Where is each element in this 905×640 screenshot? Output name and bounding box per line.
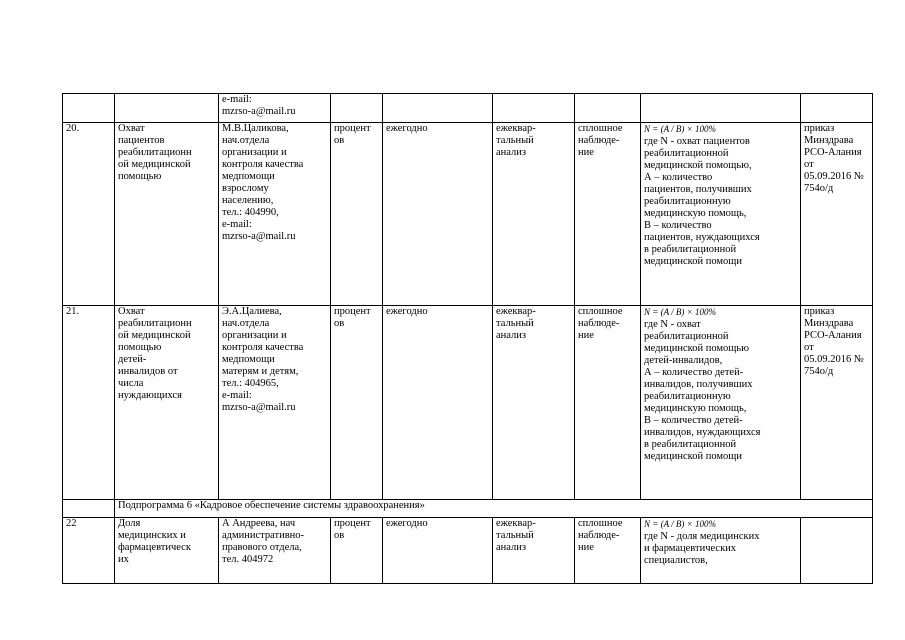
cell-formula: [641, 123, 801, 306]
indicators-table: [62, 93, 873, 584]
cell-unit: процент ов: [331, 518, 383, 584]
cell-name: Охват реабилитационн ой медицинской помощью детей- инвалидов от числа нуждающихся: [115, 306, 219, 500]
cell-observation: [575, 94, 641, 123]
formula-description: где N - доля медицинских и фармацевтических специалистов,: [644, 531, 760, 566]
cell-frequency: ежегодно: [383, 123, 493, 306]
cell-frequency: ежегодно: [383, 306, 493, 500]
table-row-continuation: [63, 94, 873, 123]
cell-method: ежеквар- тальный анализ: [493, 123, 575, 306]
subprogram-title: Подпрограмма 6 «Кадровое обеспечение системы здравоохранения»: [115, 500, 873, 518]
cell-unit: процент ов: [331, 306, 383, 500]
cell-basis: приказ Минздрава РСО-Алания от 05.09.2016 № 754о/д: [801, 306, 873, 500]
cell-basis: [801, 94, 873, 123]
cell-responsible: Э.А.Цалиева, нач.отдела организации и контроля качества медпомощи матерям и детям, тел.: 404965, e-mail: mzrso-a@mail.ru: [219, 306, 331, 500]
cell-name: Доля медицинских и фармацевтическ их: [115, 518, 219, 584]
formula: N = (A / B) × 100%: [644, 307, 716, 317]
cell-responsible: А Андреева, нач административно- правового отдела, тел. 404972: [219, 518, 331, 584]
table-row: [63, 306, 873, 500]
cell-method: ежеквар- тальный анализ: [493, 306, 575, 500]
cell-unit: процент ов: [331, 123, 383, 306]
cell-name: [115, 94, 219, 123]
cell-frequency: ежегодно: [383, 518, 493, 584]
table-row: [63, 518, 873, 584]
cell-number: 22: [63, 518, 115, 584]
formula-description: где N - охват реабилитационной медицинской помощью детей-инвалидов, А – количество детей- инвалидов, получивших реабилитационную медицинскую помощь, В – количество детей- инвалидов, нуждающихся в реабилитационной медицинской помощи: [644, 319, 761, 462]
formula: N = (A / B) × 100%: [644, 124, 716, 134]
table-row: [63, 123, 873, 306]
cell-method: ежеквар- тальный анализ: [493, 518, 575, 584]
cell-formula: [641, 94, 801, 123]
cell-observation: сплошное наблюде- ние: [575, 518, 641, 584]
cell-observation: сплошное наблюде- ние: [575, 306, 641, 500]
cell-formula: [641, 306, 801, 500]
cell-number: 20.: [63, 123, 115, 306]
cell-responsible: М.В.Цаликова, нач.отдела организации и контроля качества медпомощи взрослому населению, тел.: 404990, e-mail: mzrso-a@mail.ru: [219, 123, 331, 306]
cell-observation: сплошное наблюде- ние: [575, 123, 641, 306]
cell-number: [63, 500, 115, 518]
cell-unit: [331, 94, 383, 123]
cell-name: Охват пациентов реабилитационн ой медицинской помощью: [115, 123, 219, 306]
cell-number: [63, 94, 115, 123]
cell-basis: приказ Минздрава РСО-Алания от 05.09.2016 № 754о/д: [801, 123, 873, 306]
cell-responsible: e-mail: mzrso-a@mail.ru: [219, 94, 331, 123]
cell-formula: [641, 518, 801, 584]
formula: N = (A / B) × 100%: [644, 519, 716, 529]
formula-description: где N - охват пациентов реабилитационной медицинской помощью, А – количество пациентов, получивших реабилитационную медицинскую помощь, В – количество пациентов, нуждающихся в реабилитационной медицинской помощи: [644, 136, 760, 267]
cell-number: 21.: [63, 306, 115, 500]
subprogram-row: [63, 500, 873, 518]
cell-method: [493, 94, 575, 123]
cell-frequency: [383, 94, 493, 123]
cell-basis: [801, 518, 873, 584]
